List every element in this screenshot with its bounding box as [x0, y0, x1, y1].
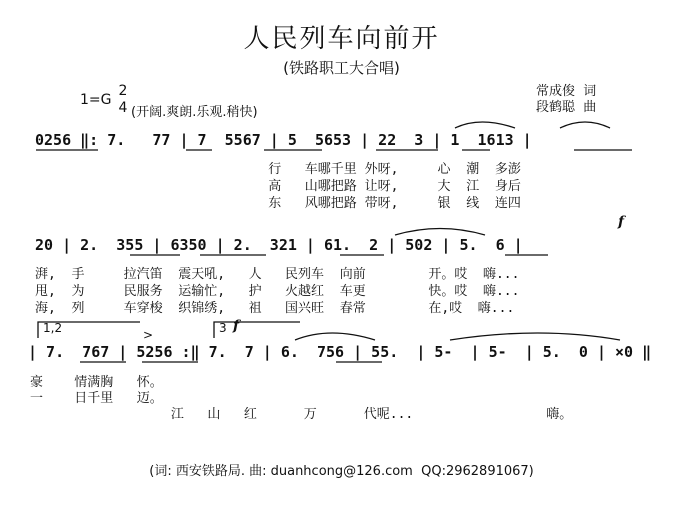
lyricist-credit: 常成俊 词	[536, 84, 597, 99]
slur	[560, 122, 610, 128]
time-signature-top: 2	[118, 83, 128, 99]
notation-row-1: 0256 ‖: 7. 77 | 7 5567 | 5 5653 | 22 3 | 1 1613 |	[35, 131, 532, 149]
slur	[295, 333, 375, 340]
dynamic-forte: f	[233, 318, 240, 334]
notation-row-2: 20 | 2. 355 | 6350 | 2. 321 | 61. 2 | 502 | 5. 6 |	[35, 236, 523, 254]
volta-second-ending: 3	[219, 321, 227, 335]
composer-credit: 段鹤聪 曲	[536, 100, 597, 115]
volta-first-ending: 1,2	[43, 321, 63, 335]
song-subtitle: (铁路职工大合唱)	[283, 59, 400, 77]
volta-bracket-first	[38, 322, 140, 338]
lyric-row-2-verse-3: 海, 列 车穿梭 织锦绣, 祖 国兴旺 春常 在,哎 嗨...	[35, 301, 515, 316]
lyric-row-2-verse-2: 甩, 为 民服务 运输忙, 护 火越红 车更 快。哎 嗨...	[35, 284, 520, 299]
lyric-row-3-verse-3: 江 山 红 万 代呢... 嗨。	[30, 407, 573, 422]
slur	[455, 122, 515, 128]
lyric-row-2-verse-1: 湃, 手 拉汽笛 震天吼, 人 民列车 向前 开。哎 嗨...	[35, 267, 520, 282]
notation-row-3: | 7. 767 | 5256 :‖ 7. 7 | 6. 756 | 55. | 5- | 5- | 5. 0 | ×0 ‖	[28, 343, 652, 361]
tempo-marking: (开阔.爽朗.乐观.稍快)	[131, 105, 258, 120]
lyric-row-1-verse-2: 高 山哪把路 让呀, 大 江 身后	[10, 179, 521, 194]
lyric-row-3-verse-2: 一 日千里 迈。	[30, 391, 163, 406]
slur	[395, 229, 485, 236]
footer-credit: (词: 西安铁路局. 曲: duanhcong@126.com QQ:2962891067)	[149, 464, 534, 479]
slur	[450, 333, 620, 340]
lyric-row-1-verse-3: 东 风哪把路 带呀, 银 线 连四	[10, 196, 521, 211]
accent-mark: >	[143, 328, 154, 342]
time-signature-bottom: 4	[118, 100, 128, 116]
dynamic-forte: f	[618, 214, 625, 230]
volta-bracket-second	[214, 322, 300, 338]
lyric-row-3-verse-1: 豪 情满胸 怀。	[30, 375, 163, 390]
key-signature: 1=G	[80, 92, 112, 108]
lyric-row-1-verse-1: 行 车哪千里 外呀, 心 潮 多澎	[10, 162, 521, 177]
song-title: 人民列车向前开	[243, 24, 440, 54]
